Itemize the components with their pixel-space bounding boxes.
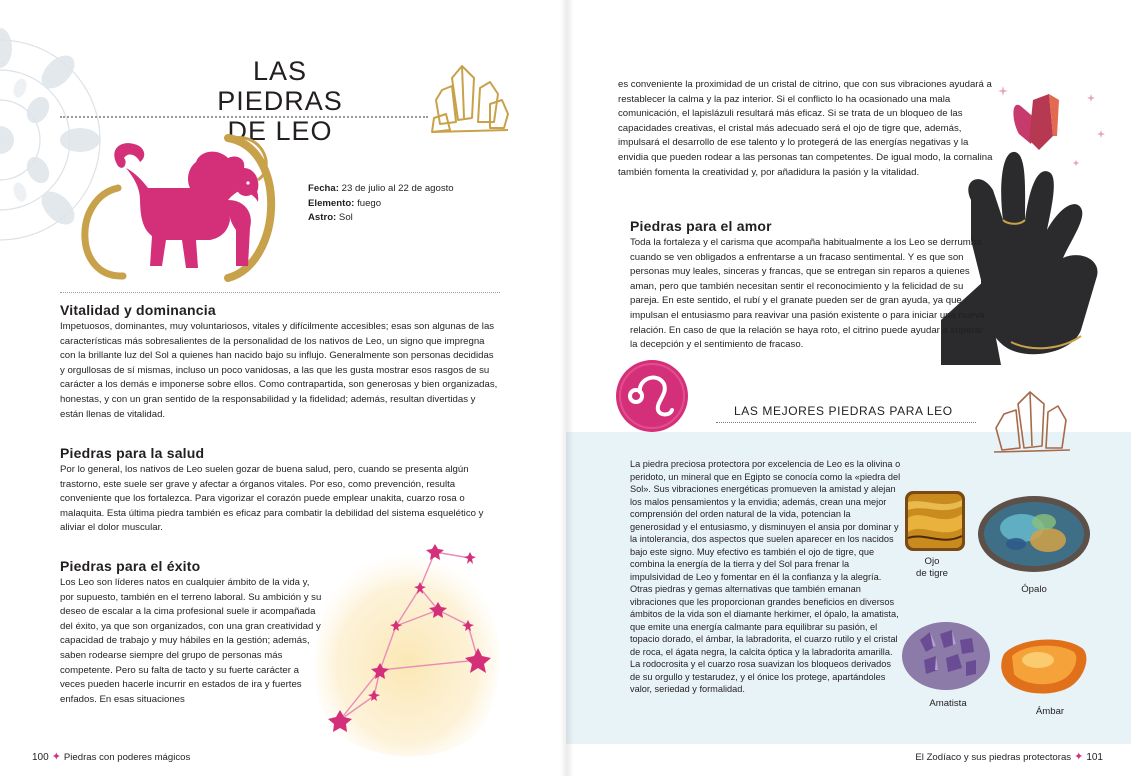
brown-crystal-icon xyxy=(990,388,1072,458)
best-title-divider xyxy=(716,422,976,423)
fact-fecha-value: 23 de julio al 22 de agosto xyxy=(341,183,454,194)
page-number-left: 100 xyxy=(32,752,49,763)
sparkle-icon: ✦ xyxy=(51,751,61,763)
best-stones-text: La piedra preciosa protectora por excelencia de Leo es la olivina o peridoto, un mineral que en Egipto se conocía como la «piedra del Sol». Sus vibraciones energéticas promueven la amistad y alejan los malos pensamientos y la envidia; además, crean una mejor comprensión del orden natural de la vida, potencian la generosidad y el entusiasmo, y disminuyen el ansia por dominar y la intolerancia, dos aspectos que suelen aparecer en los nacidos bajo este signo. Muy efectivo es también el ojo de tigre, que combina la energía de la tierra y del Sol para frenar la impulsividad de Leo y fomentar en él la confianza y la alegría. Otras piedras y gemas alternativas que también emanan vibraciones que les proporcionan grandes beneficios en diversos ámbitos de la vida son el diamante herkimer, el ópalo, la amatista, que emite una energía calmante para equilibrar su pasión, el topacio dorado, el ámbar, la labradorita, el cuarzo rutilo y el cristal de roca, el ágata negra, la calcita óptica y la labradorita amarilla. La rodocrosita y el cuarzo rosa suavizan los bloqueos derivados de su orgullo y testarudez, y el ónice los protege, apartándoles valor, seriedad y formalidad. xyxy=(630,459,901,694)
fact-astro xyxy=(308,211,454,226)
book-gutter xyxy=(560,0,574,776)
footer-title-right: El Zodíaco y sus piedras protectoras xyxy=(915,752,1072,763)
title-divider xyxy=(60,116,428,118)
title-line-1: LAS PIEDRAS xyxy=(217,56,343,116)
tiger-eye-label-line2: de tigre xyxy=(916,568,948,579)
sign-facts xyxy=(308,182,454,226)
fact-fecha-label: Fecha: xyxy=(308,183,339,194)
fact-fecha xyxy=(308,182,454,197)
fact-elemento xyxy=(308,197,454,212)
tiger-eye-gem-image xyxy=(902,488,968,554)
heading-amor: Piedras para el amor xyxy=(630,218,772,234)
opal-label: Ópalo xyxy=(1021,584,1047,595)
leo-lion-illustration xyxy=(78,128,278,288)
page-number-right: 101 xyxy=(1086,752,1103,763)
footer-left xyxy=(32,750,190,763)
text-amor: Toda la fortaleza y el carisma que acompaña habitualmente a los Leo se derrumba cuando se ven obligados a enfrentarse a un fracaso sentimental. Y es que son personas muy leales, sinceras y francas, que se entregan sin reparos a quienes aman, pero que también necesitan sentir el reconocimiento y la felicidad de su pareja. En este sentido, el rubí y el granate pueden ser de gran ayuda, ya que impulsan el entusiasmo para reavivar una pasión existente o para iniciar una nueva relación. En caso de que la relación se haya roto, el citrino puede ayudar a superar la decepción y el sentimiento de fracaso. xyxy=(630,237,985,351)
footer-right xyxy=(915,750,1103,763)
fact-astro-value: Sol xyxy=(338,212,353,223)
tiger-eye-label xyxy=(904,556,960,580)
heading-exito: Piedras para el éxito xyxy=(60,558,201,574)
text-vitalidad: Impetuosos, dominantes, muy voluntariosos, vitales y difícilmente accesibles; esas son algunas de las características más sobresalientes de la personalidad de los nativos de Leo, un signo que impregna con la brillante luz del Sol a quienes han nacido bajo su influjo. Generalmente son personas decididas y orgullosas de sí mismas, incluso un poco vanidosas, a las que les gusta mostrar esos rasgos de su carácter a los demás e imponerse sobre ellos. Como contrapartida, son generosas y bien organizadas, honestas, y con un gran sentido de la responsabilidad y la fidelidad; además, resultan divertidas y están llenas de vitalidad. xyxy=(60,321,498,420)
tiger-eye-label-line1: Ojo xyxy=(924,556,940,567)
amethyst-label: Amatista xyxy=(929,698,967,709)
section-divider xyxy=(60,292,500,293)
text-continuation: es conveniente la proximidad de un cristal de citrino, que con sus vibraciones ayudará a restablecer la calma y la paz interior. Si el conflicto lo ha ocasionado una mala comunicación, el lapislázuli resultará más eficaz. Si se trata de un bloqueo de las capacidades creativas, el cristal más adecuado será el ojo de tigre que, además, impulsará el desarrollo de ese talento y lo protegerá de las energías negativas y la envidia que pueden rodear a las personas tan competentes. De igual modo, la cornalina también fomenta la creatividad y, por añadidura la pasión y la vitalidad. xyxy=(618,79,993,178)
heading-vitalidad: Vitalidad y dominancia xyxy=(60,302,216,318)
leo-symbol-icon xyxy=(614,358,690,434)
amber-label: Ámbar xyxy=(1035,706,1065,717)
fact-astro-label: Astro: xyxy=(308,212,337,223)
fact-elemento-value: fuego xyxy=(357,197,382,209)
best-stones-title: LAS MEJORES PIEDRAS PARA LEO xyxy=(734,404,953,418)
text-salud: Por lo general, los nativos de Leo suelen gozar de buena salud, pero, cuando se presenta algún trastorno, este suele ser grave y afectar a órganos vitales. Por eso, como prevención, resulta conveniente que los fortalezca. Para vigorizar el corazón puede emplear unakita, cuarzo rosa o malaquita. Esta última piedra también es eficaz para combatir la debilidad del sistema esquelético y aliviar el dolor muscular. xyxy=(60,464,484,534)
sparkle-icon: ✦ xyxy=(1074,751,1084,763)
text-exito: Los Leo son líderes natos en cualquier ámbito de la vida y, por supuesto, también en el terreno laboral. Su ambición y su deseo de escalar a la cima profesional suele ir acompañada del éxito, ya que son organizados, con una gran creatividad y capacidad de trabajo y muy hábiles en la gestión; además, saben rodearse siempre del grupo de personas más competente. Pero su falta de tacto y su fuerte carácter a veces pueden hacerle incurrir en estados de ira y fuertes enfados. En esas situaciones xyxy=(60,577,322,705)
opal-gem-image xyxy=(974,492,1094,576)
amber-gem-image xyxy=(998,634,1090,698)
amethyst-gem-image xyxy=(900,620,992,692)
heading-salud: Piedras para la salud xyxy=(60,445,205,461)
title-line-2: DE LEO xyxy=(227,116,333,146)
footer-title-left: Piedras con poderes mágicos xyxy=(63,752,191,763)
gold-crystal-icon xyxy=(428,60,510,136)
leo-constellation-illustration xyxy=(300,530,510,765)
right-page xyxy=(566,0,1131,776)
fact-elemento-label: Elemento: xyxy=(308,197,355,209)
